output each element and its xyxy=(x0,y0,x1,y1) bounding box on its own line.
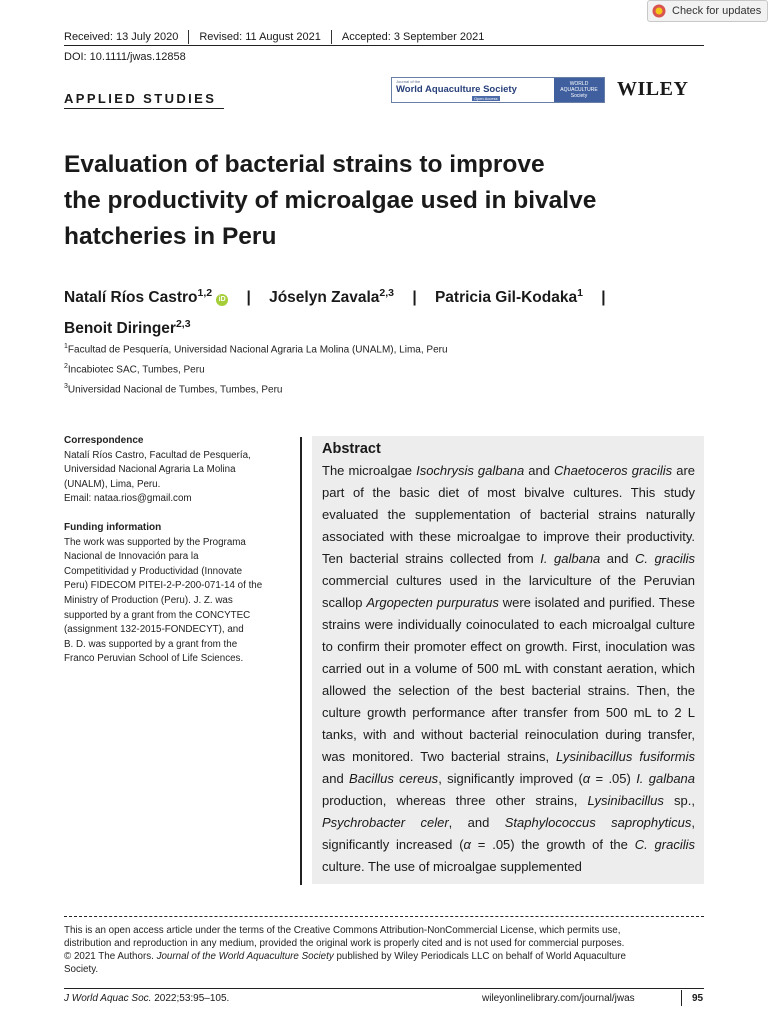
date-separator xyxy=(331,30,332,44)
license-notice xyxy=(64,924,704,976)
funding-line: Nacional de Innovación para la xyxy=(64,551,199,563)
abstract-run: are part of the basic diet of most bivalve cultures. This study evaluated the supplementation of bacterial strains naturally associated with these microalgae to improve their productivity. Ten bacterial strains collected from xyxy=(322,463,696,566)
abstract-run: were isolated and purified. These strains were individually coinoculated to each microalgal culture to confirm their promoter effect on growth. First, inoculation was carried out in a volume of 500 mL with constant aeration, which allowed the selection of the best bacterial strains. Then, the culture growth performance after transfer from 500 mL to 2 L tanks, with and without bacterial reinoculation during transfer, was monitored. Two bacterial strains, xyxy=(322,595,695,764)
abstract-run: and xyxy=(322,771,350,786)
citation xyxy=(64,993,229,1004)
license-divider xyxy=(64,916,704,917)
species-name: Bacillus cereus xyxy=(349,771,439,786)
orcid-icon[interactable]: iD xyxy=(216,294,228,306)
license-line: distribution and reproduction in any medium, provided the original work is properly cited and is not used for commercial purposes. xyxy=(64,938,625,949)
check-updates-label: Check for updates xyxy=(672,5,762,17)
author-separator: | xyxy=(412,289,417,307)
author-name[interactable]: Jóselyn Zavala xyxy=(269,289,380,307)
section-rule xyxy=(64,108,224,109)
abstract-run: culture. The use of microalgae supplemented xyxy=(322,859,582,874)
correspondence-line: Natalí Ríos Castro, Facultad de Pesquería, xyxy=(64,449,251,461)
funding-line: Ministry of Production (Peru). J. Z. was xyxy=(64,594,233,606)
alpha-symbol: α xyxy=(463,837,471,852)
abstract-text xyxy=(322,460,695,878)
check-updates-icon xyxy=(652,4,666,18)
species-name: Lysinibacillus xyxy=(587,793,664,808)
footer-rule xyxy=(64,988,704,989)
abstract-run: , and xyxy=(448,815,505,830)
funding-line: supported by a grant from the CONCYTEC xyxy=(64,609,251,621)
side-info xyxy=(64,434,294,667)
abstract-run: , significantly increased ( xyxy=(322,815,696,852)
article-dates xyxy=(64,30,484,44)
funding-line: Franco Peruvian School of Life Sciences. xyxy=(64,653,244,665)
journal-logo-right: WORLD AQUACULTURE Society xyxy=(554,78,604,102)
license-run: © 2021 The Authors. xyxy=(64,951,157,962)
footer-separator xyxy=(681,990,682,1006)
author-list xyxy=(64,280,724,342)
affiliation-number: 3 xyxy=(64,383,68,390)
header-rule xyxy=(64,45,704,46)
received-date: Received: 13 July 2020 xyxy=(64,31,179,43)
title-line: Evaluation of bacterial strains to improve xyxy=(64,151,545,178)
funding-line: The work was supported by the Programa xyxy=(64,536,246,548)
citation-details: 2022;53:95–105. xyxy=(151,993,230,1004)
abstract-heading: Abstract xyxy=(322,441,381,457)
correspondence-line: (UNALM), Lima, Peru. xyxy=(64,478,161,490)
species-name: Lysinibacillus fusiformis xyxy=(556,749,695,764)
journal-logo-small: Journal of the xyxy=(396,79,421,84)
species-name: Chaetoceros gracilis xyxy=(553,463,673,478)
abstract-run: , significantly improved ( xyxy=(438,771,583,786)
species-name: Argopecten purpuratus xyxy=(366,595,499,610)
abstract-run: = .05) xyxy=(590,771,637,786)
page-number: 95 xyxy=(692,993,704,1004)
affiliation-number: 2 xyxy=(64,363,68,370)
title-line: hatcheries in Peru xyxy=(64,223,277,250)
journal-logo-title: World Aquaculture Society xyxy=(396,84,517,95)
funding-line: B. D. was supported by a grant from the xyxy=(64,638,238,650)
funding-line: Peru) FIDECOM PITEI-2-P-200-071-14 of the xyxy=(64,580,263,592)
article-title xyxy=(64,147,704,255)
abstract-run: and xyxy=(524,463,554,478)
funding-line: Competitividad y Productividad (Innovate xyxy=(64,565,243,577)
alpha-symbol: α xyxy=(582,771,591,786)
author-affil: 2,3 xyxy=(175,318,191,331)
publisher-logo: WILEY xyxy=(617,78,689,100)
revised-date: Revised: 11 August 2021 xyxy=(199,31,321,43)
author-name[interactable]: Natalí Ríos Castro xyxy=(64,289,198,307)
license-line: Society. xyxy=(64,964,99,975)
species-name: C. gracilis xyxy=(634,837,695,852)
abstract-run: sp., xyxy=(663,793,695,808)
license-line: This is an open access article under the terms of the Creative Commons Attribution-NonCommercial License, which permits use, xyxy=(64,925,621,936)
journal-name: Journal of the World Aquaculture Society xyxy=(156,951,334,962)
affiliation xyxy=(64,383,282,395)
funding-heading: Funding information xyxy=(64,521,162,533)
abstract-run: production, whereas three other strains, xyxy=(322,793,588,808)
species-name: Staphylococcus saprophyticus xyxy=(504,815,692,830)
license-line xyxy=(64,950,704,963)
check-for-updates-button[interactable] xyxy=(647,0,768,22)
journal-logo[interactable] xyxy=(391,77,605,103)
journal-logo-open-access: Open Access xyxy=(474,96,498,101)
affiliation-text: Facultad de Pesquería, Universidad Nacional Agraria La Molina (UNALM), Lima, Peru xyxy=(67,344,448,356)
abstract-run: = .05) the growth of the xyxy=(470,837,635,852)
author-name[interactable]: Benoit Diringer xyxy=(64,320,176,338)
affiliation xyxy=(64,363,205,375)
correspondence-email[interactable]: Email: nataa.rios@gmail.com xyxy=(64,493,192,505)
doi[interactable]: DOI: 10.1111/jwas.12858 xyxy=(64,51,186,63)
abstract-run: The microalgae xyxy=(322,463,417,478)
journal-url[interactable]: wileyonlinelibrary.com/journal/jwas xyxy=(482,993,635,1004)
species-name: Isochrysis galbana xyxy=(416,463,525,478)
species-name: I. galbana xyxy=(540,551,601,566)
abstract-run: commercial cultures used in the larviculture of the Peruvian scallop xyxy=(322,573,695,610)
abstract-run: and xyxy=(600,551,636,566)
column-divider xyxy=(300,437,302,885)
species-name: Psychrobacter celer xyxy=(322,815,449,830)
author-name[interactable]: Patricia Gil-Kodaka xyxy=(434,289,578,307)
date-separator xyxy=(188,30,189,44)
affiliation-number: 1 xyxy=(64,343,68,350)
author-affil: 1 xyxy=(577,287,583,299)
license-run: published by Wiley Periodicals LLC on behalf of World Aquaculture xyxy=(333,951,626,962)
affiliation xyxy=(64,343,448,355)
author-affil: 1,2 xyxy=(197,287,213,299)
funding-line: (assignment 132-2015-FONDECYT), and xyxy=(64,624,244,636)
section-label: APPLIED STUDIES xyxy=(64,91,217,106)
author-affil: 2,3 xyxy=(379,287,394,299)
correspondence-line: Universidad Nacional Agraria La Molina xyxy=(64,464,236,476)
title-line: the productivity of microalgae used in bivalve xyxy=(64,187,597,214)
author-separator: | xyxy=(246,289,251,307)
author-separator: | xyxy=(601,289,606,307)
species-name: C. gracilis xyxy=(635,551,695,566)
species-name: I. galbana xyxy=(636,771,696,786)
citation-journal: J World Aquac Soc. xyxy=(64,993,152,1004)
correspondence-heading: Correspondence xyxy=(64,435,144,446)
accepted-date: Accepted: 3 September 2021 xyxy=(341,31,485,43)
affiliation-text: Universidad Nacional de Tumbes, Tumbes, Peru xyxy=(67,384,283,396)
affiliation-text: Incabiotec SAC, Tumbes, Peru xyxy=(67,364,205,376)
